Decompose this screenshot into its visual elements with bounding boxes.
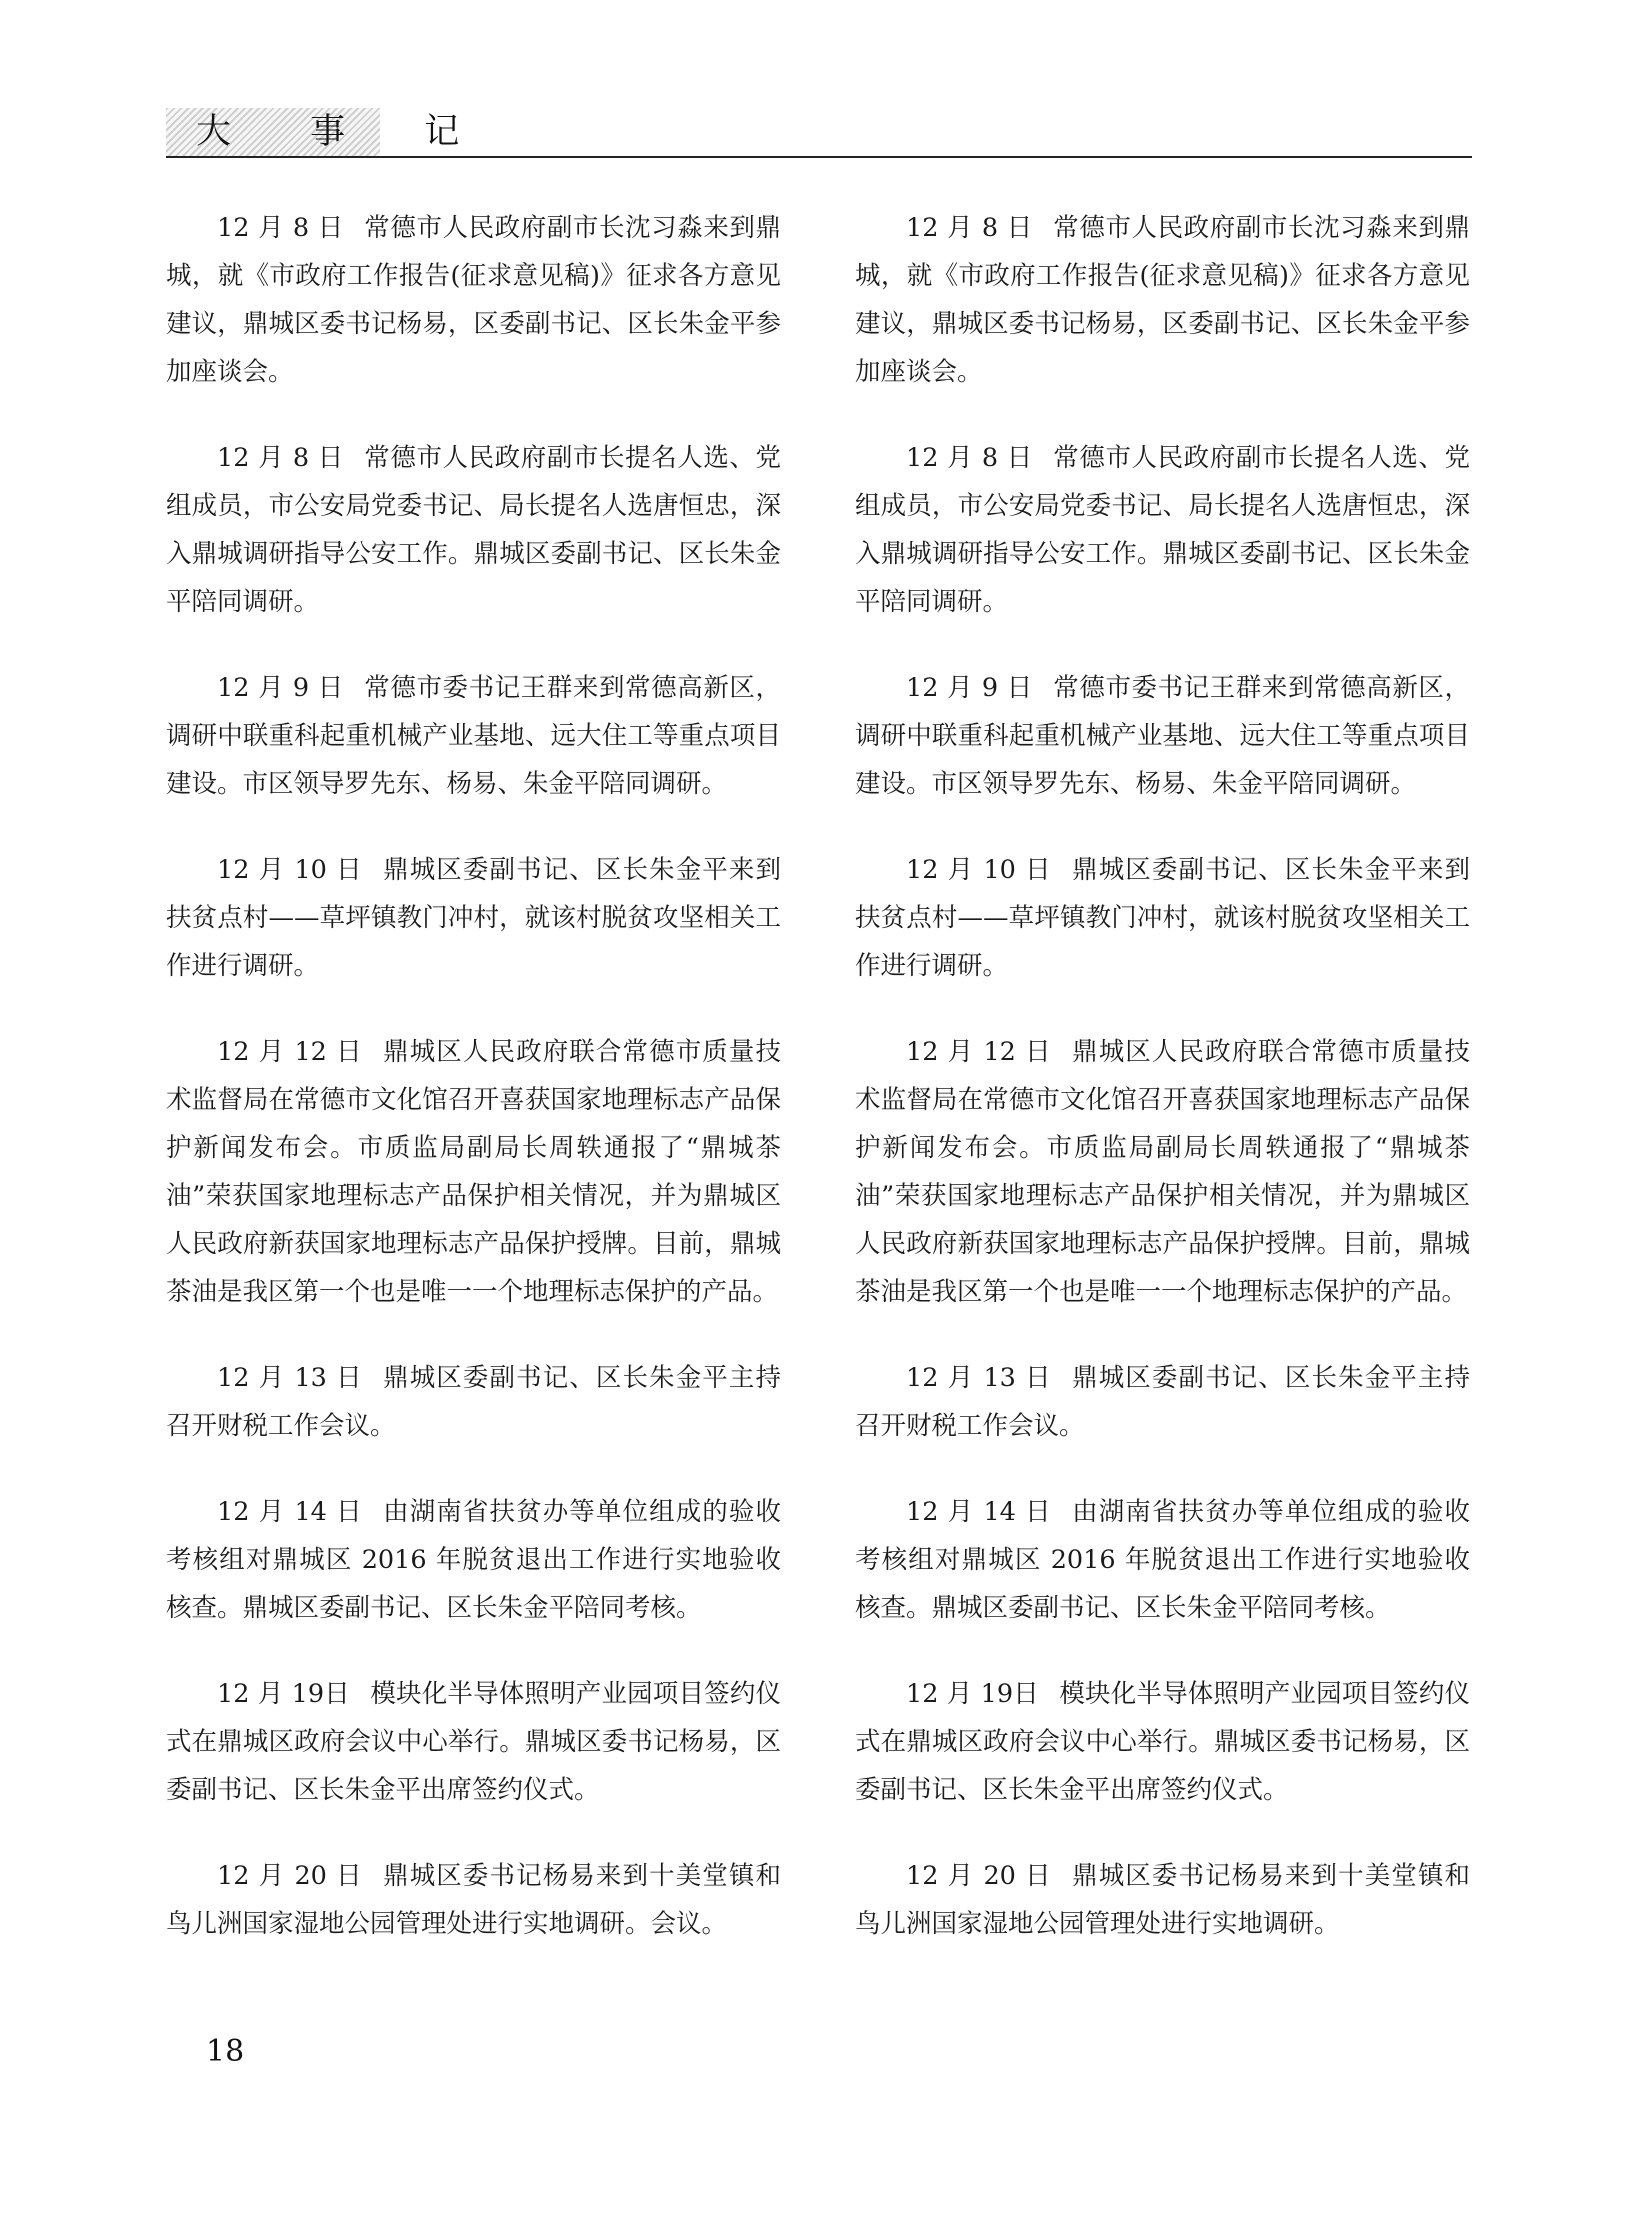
chronicle-entry (855, 204, 1470, 396)
entry-date: 12 月 14 日 (217, 1497, 363, 1527)
section-title: 大 事 记 (196, 112, 494, 152)
entry-date: 12 月 10 日 (906, 855, 1052, 885)
entry-text: 常德市人民政府副市长沈习淼来到鼎城，就《市政府工作报告(征求意见稿)》征求各方意见建议，鼎城区委书记杨易，区委副书记、区长朱金平参加座谈会。 (166, 213, 781, 387)
entry-date: 12 月 10 日 (217, 855, 363, 885)
chronicle-entry (166, 204, 781, 396)
chronicle-entry (166, 1028, 781, 1316)
entry-date: 12 月 20 日 (217, 1861, 363, 1891)
entry-text: 模块化半导体照明产业园项目签约仪式在鼎城区政府会议中心举行。鼎城区委书记杨易，区委副书记、区长朱金平出席签约仪式。 (855, 1679, 1470, 1805)
chronicle-entry (855, 1488, 1470, 1632)
chronicle-entry (855, 1354, 1470, 1450)
entry-text: 常德市委书记王群来到常德高新区，调研中联重科起重机械产业基地、远大住工等重点项目建设。市区领导罗先东、杨易、朱金平陪同调研。 (166, 673, 781, 799)
entry-text: 由湖南省扶贫办等单位组成的验收考核组对鼎城区 2016 年脱贫退出工作进行实地验收核查。鼎城区委副书记、区长朱金平陪同考核。 (166, 1497, 781, 1623)
chronicle-entry (855, 1852, 1470, 1948)
page-number: 18 (206, 2034, 245, 2069)
chronicle-entry (855, 1028, 1470, 1316)
entry-text: 鼎城区委副书记、区长朱金平来到扶贫点村——草坪镇教门冲村，就该村脱贫攻坚相关工作进行调研。 (855, 855, 1470, 981)
entry-date: 12 月 19日 (906, 1679, 1039, 1709)
entry-text: 鼎城区委副书记、区长朱金平来到扶贫点村——草坪镇教门冲村，就该村脱贫攻坚相关工作进行调研。 (166, 855, 781, 981)
chronicle-entry (855, 1670, 1470, 1814)
entry-date: 12 月 8 日 (906, 213, 1033, 243)
entry-text: 常德市人民政府副市长沈习淼来到鼎城，就《市政府工作报告(征求意见稿)》征求各方意见建议，鼎城区委书记杨易，区委副书记、区长朱金平参加座谈会。 (855, 213, 1470, 387)
chronicle-entry (166, 846, 781, 990)
entry-date: 12 月 8 日 (217, 443, 344, 473)
entry-text: 鼎城区委副书记、区长朱金平主持召开财税工作会议。 (166, 1363, 781, 1441)
entry-date: 12 月 14 日 (906, 1497, 1052, 1527)
entry-text: 鼎城区人民政府联合常德市质量技术监督局在常德市文化馆召开喜获国家地理标志产品保护新闻发布会。市质监局副局长周轶通报了“鼎城茶油”荣获国家地理标志产品保护相关情况，并为鼎城区人民政府新获国家地理标志产品保护授牌。目前，鼎城茶油是我区第一个也是唯一一个地理标志保护的产品。 (855, 1037, 1470, 1307)
entry-date: 12 月 13 日 (906, 1363, 1052, 1393)
chronicle-entry (166, 1488, 781, 1632)
chronicle-entry (855, 664, 1470, 808)
entry-date: 12 月 12 日 (906, 1037, 1052, 1067)
chronicle-entry (855, 846, 1470, 990)
entry-date: 12 月 9 日 (217, 673, 344, 703)
entry-date: 12 月 9 日 (906, 673, 1033, 703)
chronicle-entry (166, 1354, 781, 1450)
entry-date: 12 月 20 日 (906, 1861, 1052, 1891)
entry-text: 鼎城区委书记杨易来到十美堂镇和鸟儿洲国家湿地公园管理处进行实地调研。 (855, 1861, 1470, 1939)
chronicle-entry (166, 434, 781, 626)
entry-text: 鼎城区人民政府联合常德市质量技术监督局在常德市文化馆召开喜获国家地理标志产品保护新闻发布会。市质监局副局长周轶通报了“鼎城茶油”荣获国家地理标志产品保护相关情况，并为鼎城区人民政府新获国家地理标志产品保护授牌。目前，鼎城茶油是我区第一个也是唯一一个地理标志保护的产品。 (166, 1037, 781, 1307)
entry-date: 12 月 8 日 (906, 443, 1033, 473)
entry-date: 12 月 13 日 (217, 1363, 363, 1393)
entry-date: 12 月 8 日 (217, 213, 344, 243)
chronicle-entry (855, 434, 1470, 626)
chronicle-entry (166, 1670, 781, 1814)
entry-text: 鼎城区委书记杨易来到十美堂镇和鸟儿洲国家湿地公园管理处进行实地调研。会议。 (166, 1861, 781, 1939)
entry-date: 12 月 19日 (217, 1679, 350, 1709)
chronicle-entry (166, 1852, 781, 1948)
entry-text: 由湖南省扶贫办等单位组成的验收考核组对鼎城区 2016 年脱贫退出工作进行实地验收核查。鼎城区委副书记、区长朱金平陪同考核。 (855, 1497, 1470, 1623)
entry-text: 常德市人民政府副市长提名人选、党组成员，市公安局党委书记、局长提名人选唐恒忠，深入鼎城调研指导公安工作。鼎城区委副书记、区长朱金平陪同调研。 (855, 443, 1470, 617)
chronicle-entry (166, 664, 781, 808)
entry-date: 12 月 12 日 (217, 1037, 363, 1067)
entry-text: 鼎城区委副书记、区长朱金平主持召开财税工作会议。 (855, 1363, 1470, 1441)
header-rule (166, 156, 1472, 158)
entry-text: 模块化半导体照明产业园项目签约仪式在鼎城区政府会议中心举行。鼎城区委书记杨易，区委副书记、区长朱金平出席签约仪式。 (166, 1679, 781, 1805)
entry-text: 常德市人民政府副市长提名人选、党组成员，市公安局党委书记、局长提名人选唐恒忠，深入鼎城调研指导公安工作。鼎城区委副书记、区长朱金平陪同调研。 (166, 443, 781, 617)
right-column (855, 204, 1470, 1986)
entry-text: 常德市委书记王群来到常德高新区，调研中联重科起重机械产业基地、远大住工等重点项目建设。市区领导罗先东、杨易、朱金平陪同调研。 (855, 673, 1470, 799)
left-column (166, 204, 781, 1986)
